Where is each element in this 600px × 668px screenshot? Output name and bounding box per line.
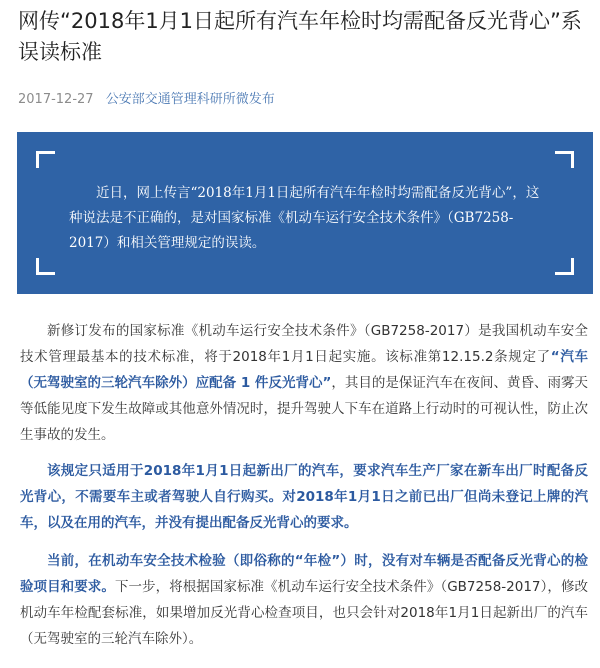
body-paragraph-1	[20, 318, 588, 448]
p3-text-b: 下一步，将根据国家标准《机动车运行安全技术条件》（GB7258-2017），修改机动车年检配套标准，如果增加反光背心检查项目，也只会针对2018年1月1日起新出厂的汽车（无驾驶室的三轮汽车除外）。	[20, 579, 589, 647]
p3-highlight: 当前，在机动车安全技术检验（即俗称的“年检”）时，没有对车辆是否配备反光背心的检验项目和要求。	[20, 553, 588, 595]
corner-bracket-icon	[36, 151, 55, 168]
article-title: 网传“2018年1月1日起所有汽车年检时均需配备反光背心”系误读标准	[18, 9, 582, 64]
summary-callout	[17, 132, 593, 294]
corner-bracket-icon	[555, 258, 574, 275]
p1-text-b: ，其目的是保证汽车在夜间、黄昏、雨雾天等低能见度下发生故障或其他意外情况时，提升驾驶人下车在道路上行动时的可视认性，防止次生事故的发生。	[20, 375, 589, 443]
article-meta	[18, 88, 275, 107]
p1-text-a: 新修订发布的国家标准《机动车运行安全技术条件》（GB7258-2017）是我国机动车安全技术管理最基本的技术标准，将于2018年1月1日起实施。该标准第12.15.2条规定了	[20, 323, 588, 365]
body-paragraph-2: 该规定只适用于2018年1月1日起新出厂的汽车，要求汽车生产厂家在新车出厂时配备反光背心，不需要车主或者驾驶人自行购买。对2018年1月1日之前已出厂但尚未登记上牌的汽车，以及在用的汽车，并没有提出配备反光背心的要求。	[20, 463, 588, 531]
publish-date: 2017-12-27	[18, 92, 94, 107]
corner-bracket-icon	[36, 258, 55, 275]
corner-bracket-icon	[555, 151, 574, 168]
body-paragraph-3	[20, 548, 588, 652]
p1-highlight: “汽车（无驾驶室的三轮汽车除外）应配备 1 件反光背心”	[20, 349, 589, 391]
source-link[interactable]: 公安部交通管理科研所微发布	[105, 92, 275, 107]
callout-text: 近日，网上传言“2018年1月1日起所有汽车年检时均需配备反光背心”，这种说法是不正确的，是对国家标准《机动车运行安全技术条件》（GB7258-2017）和相关管理规定的误读。	[69, 185, 540, 251]
